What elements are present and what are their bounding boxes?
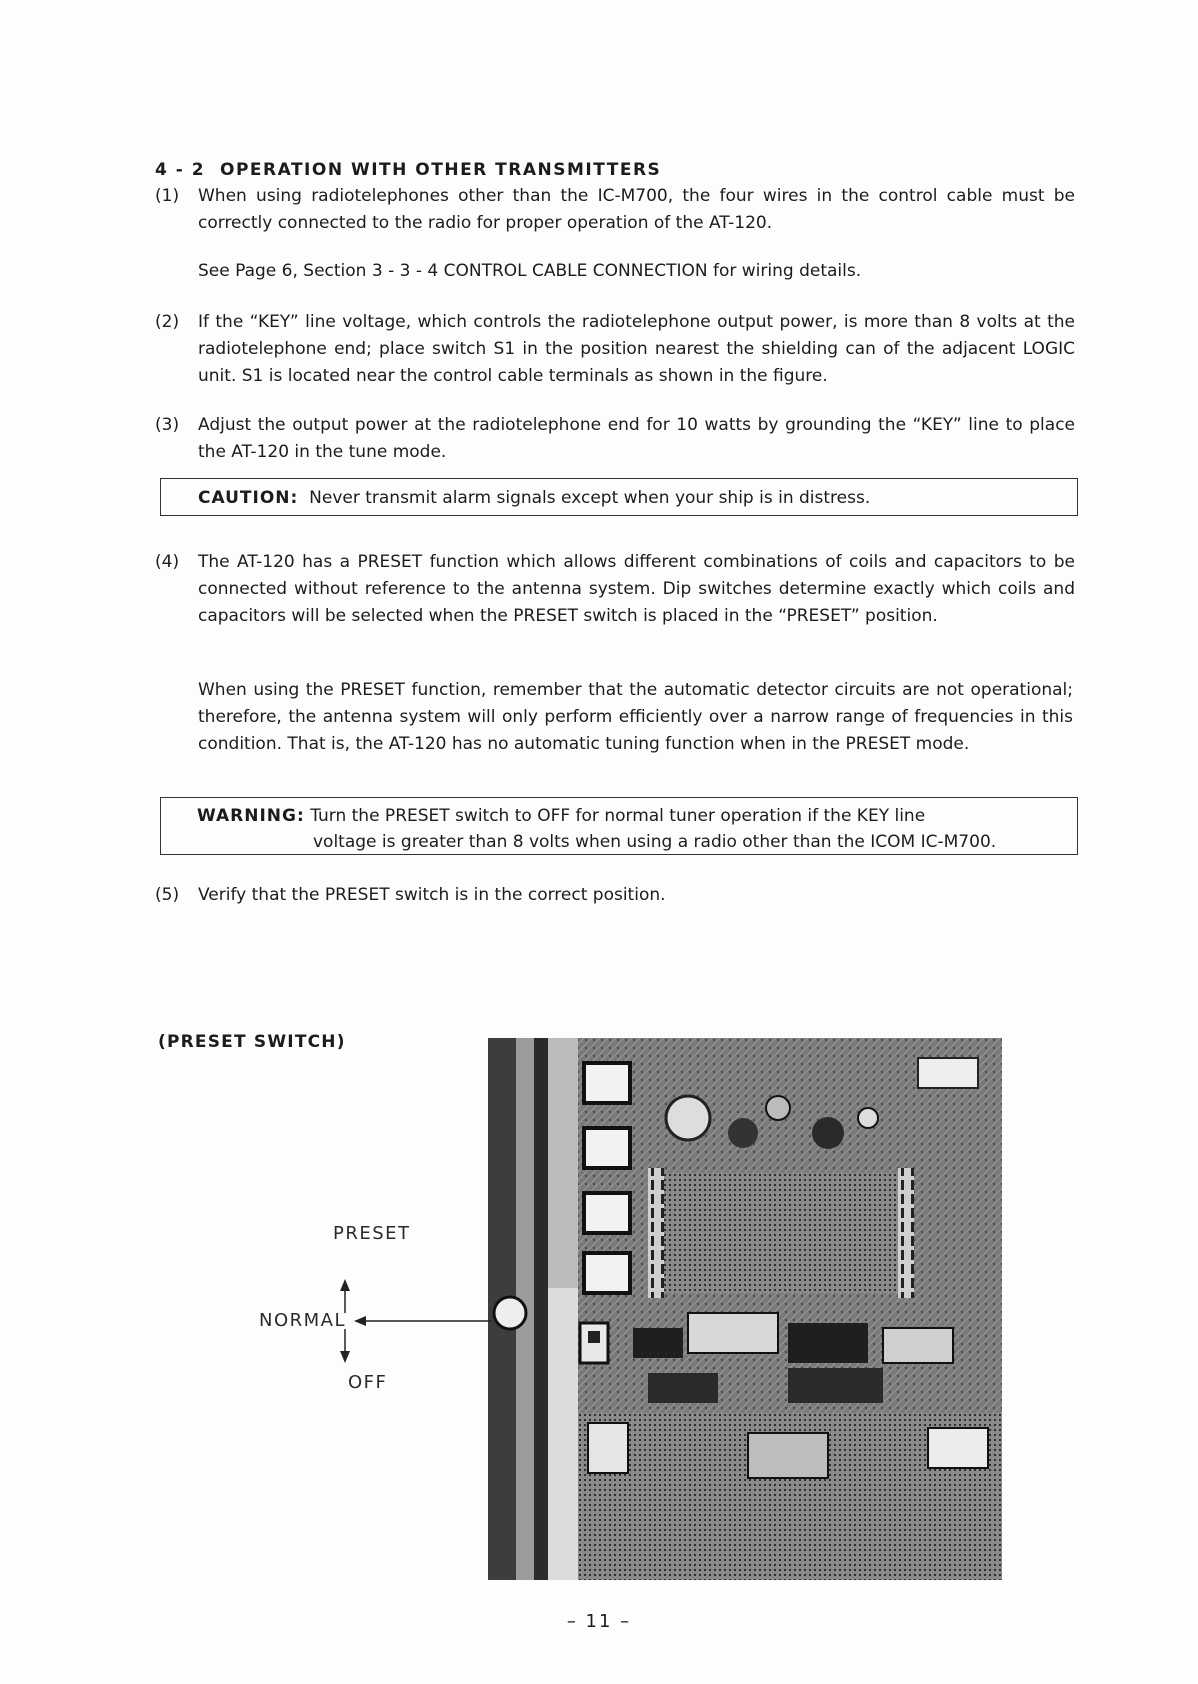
normal-label: NORMAL xyxy=(259,1310,347,1331)
caution-box xyxy=(160,478,1078,516)
circuit-board-photo xyxy=(488,1038,1002,1580)
caution-text: Never transmit alarm signals except when your ship is in distress. xyxy=(309,488,871,508)
cross-reference-note: See Page 6, Section 3 - 3 - 4 CONTROL CABLE CONNECTION for wiring details. xyxy=(198,261,862,281)
item-number: (4) xyxy=(155,552,180,572)
page-number: – 11 – xyxy=(566,1611,632,1632)
caution-label: CAUTION: xyxy=(198,488,299,508)
item-4 xyxy=(155,549,1075,630)
item-text: The AT-120 has a PRESET function which allows different combinations of coils and capacitors to be connected without reference to the antenna system. Dip switches determine exactly which coils and capacitors will be selected when the PRESET switch is placed in the “PRESET” position. xyxy=(198,552,1075,626)
item-text: When using radiotelephones other than the IC-M700, the four wires in the control cable must be correctly connected to the radio for proper operation of the AT-120. xyxy=(198,186,1075,233)
warning-line-2: voltage is greater than 8 volts when using a radio other than the ICOM IC-M700. xyxy=(313,832,997,852)
preset-label: PRESET xyxy=(333,1223,411,1244)
off-label: OFF xyxy=(348,1372,388,1393)
item-text: If the “KEY” line voltage, which controls the radiotelephone output power, is more than 8 volts at the radiotelephone end; place switch S1 in the position nearest the shielding can of the adjacent LOGIC unit. S1 is located near the control cable terminals as shown in the figure. xyxy=(198,312,1075,386)
item-number: (5) xyxy=(155,885,180,905)
warning-box xyxy=(160,797,1078,855)
item-number: (1) xyxy=(155,186,180,206)
section-number: 4 - 2 xyxy=(155,160,206,180)
warning-label: WARNING: xyxy=(197,806,305,826)
warning-line-1: Turn the PRESET switch to OFF for normal tuner operation if the KEY line xyxy=(310,806,926,826)
section-heading xyxy=(155,160,661,180)
item-1 xyxy=(155,183,1075,237)
item-number: (3) xyxy=(155,415,180,435)
preset-note: When using the PRESET function, remember that the automatic detector circuits are not operational; therefore, the antenna system will only perform efficiently over a narrow range of frequencies in this condition. That is, the AT-120 has no automatic tuning function when in the PRESET mode. xyxy=(198,680,1073,754)
item-5 xyxy=(155,882,1075,909)
item-text: Adjust the output power at the radiotelephone end for 10 watts by grounding the “KEY” line to place the AT-120 in the tune mode. xyxy=(198,415,1075,462)
section-title: OPERATION WITH OTHER TRANSMITTERS xyxy=(220,160,662,180)
figure-title: (PRESET SWITCH) xyxy=(158,1032,346,1052)
item-number: (2) xyxy=(155,312,180,332)
item-2 xyxy=(155,309,1075,390)
circuit-board-illustration xyxy=(488,1038,1002,1580)
item-text: Verify that the PRESET switch is in the correct position. xyxy=(198,885,666,905)
item-3 xyxy=(155,412,1075,466)
